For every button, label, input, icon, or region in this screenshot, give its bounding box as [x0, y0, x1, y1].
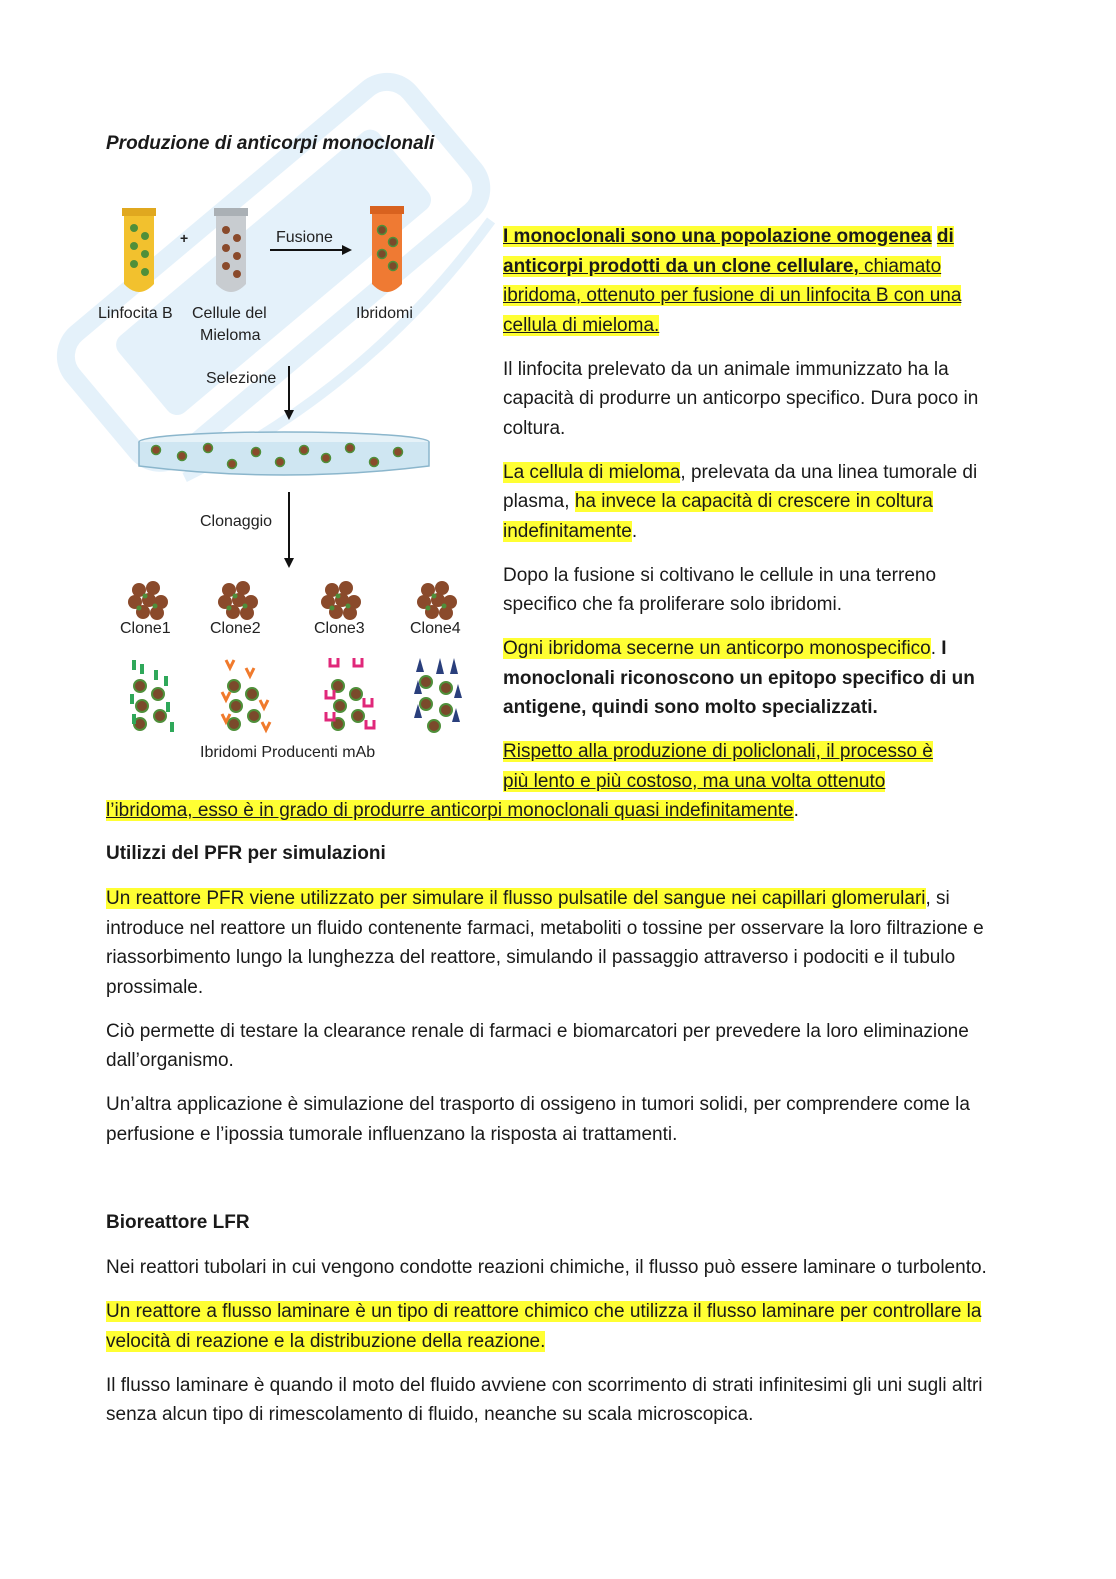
intro-p6-line2: più lento e più costoso, ma una volta ottenuto: [503, 770, 886, 792]
intro-paragraph-3: [503, 458, 1008, 547]
producer-group-3: [326, 658, 374, 730]
clone-cluster-2: [218, 581, 258, 620]
lfr-p2-hl: Un reattore a flusso laminare è un tipo di reattore chimico che utilizza il flusso laminare per controllare la velocità di reazione e la distribuzione della reazione.: [106, 1301, 982, 1352]
intro-p3-end: .: [631, 520, 638, 542]
clone4-label: Clone4: [410, 620, 461, 637]
mieloma-label-line2: Mieloma: [200, 327, 261, 344]
mieloma-label-line1: Cellule del: [192, 305, 267, 322]
petri-dish: [139, 432, 429, 475]
intro-p5-bold: I monoclonali riconoscono un epitopo specifico di un antigene, quindi sono molto specializzati.: [503, 638, 975, 718]
clone1-label: Clone1: [120, 620, 171, 637]
lfr-paragraph-1: Nei reattori tubolari in cui vengono condotte reazioni chimiche, il flusso può essere laminare o turbolento.: [106, 1257, 987, 1278]
clonaggio-label: Clonaggio: [200, 513, 273, 530]
clone2-label: Clone2: [210, 620, 261, 637]
pfr-section: [106, 884, 1011, 1164]
pfr-p1-rest: , si introduce nel reattore un fluido contenente farmaci, metaboliti o tossine per osservare la loro filtrazione e riassorbimento lungo la lunghezza del reattore, simulando il passaggio attraverso i podociti e il tubulo prossimale.: [106, 888, 984, 998]
intro-p6-end: .: [793, 800, 799, 821]
clone-cluster-4: [417, 581, 457, 620]
intro-p3-hl-2: ha invece la capacità di crescere in coltura indefinitamente: [503, 491, 933, 542]
intro-paragraph-4: Dopo la fusione si coltivano le cellule in una terreno specifico che fa proliferare solo ibridomi.: [503, 564, 937, 615]
clone3-label: Clone3: [314, 620, 365, 637]
intro-paragraph-5: [503, 634, 1008, 723]
pfr-paragraph-1: [106, 884, 1011, 1002]
intro-paragraph-6-start: [503, 737, 1008, 796]
intro-p3-plain: , prelevata da una linea tumorale di plasma,: [503, 461, 978, 512]
intro-p6-line3: l’ibridoma, esso è in grado di produrre anticorpi monoclonali quasi indefinitamente: [106, 800, 794, 821]
monoclonal-production-diagram: [98, 196, 476, 776]
ibridomi-label: Ibridomi: [356, 305, 413, 322]
intro-p1-rest: chiamato ibridoma, ottenuto per fusione di un linfocita B con una cellula di mieloma.: [503, 255, 962, 336]
lfr-paragraph-2: [106, 1297, 1011, 1356]
intro-p1-bold-line1: I monoclonali sono una popolazione omogenea: [503, 226, 932, 247]
intro-p5-dot: .: [930, 638, 937, 659]
intro-p5-hl: Ogni ibridoma secerne un anticorpo monospecifico: [503, 638, 931, 659]
intro-paragraph-6-continuation: [106, 796, 1011, 826]
pfr-heading: Utilizzi del PFR per simulazioni: [106, 843, 386, 864]
intro-text-column: [503, 222, 1008, 796]
intro-p3-hl-1: La cellula di mieloma: [503, 461, 681, 483]
clone-cluster-3: [321, 581, 361, 620]
lfr-paragraph-3: Il flusso laminare è quando il moto del fluido avviene con scorrimento di strati infinitesimi gli uni sugli altri senza alcun tipo di rimescolamento di fluido, neanche su scala microscopica.: [106, 1374, 983, 1425]
pfr-p1-hl: Un reattore PFR viene utilizzato per simulare il flusso pulsatile del sangue nei capillari glomerulari: [106, 888, 926, 909]
producer-group-4: [414, 658, 462, 732]
pfr-paragraph-3: Un’altra applicazione è simulazione del trasporto di ossigeno in tumori solidi, per comprendere come la perfusione e l’ipossia tumorale influenzano la risposta ai trattamenti.: [106, 1094, 970, 1145]
diagram-graphics: [104, 196, 476, 776]
intro-p6-line1: Rispetto alla produzione di policlonali, il processo è: [503, 741, 933, 762]
ibridomi-tube: [370, 206, 404, 292]
producer-group-2: [222, 660, 270, 730]
plus-sign: +: [180, 230, 189, 246]
fusione-label: Fusione: [276, 229, 333, 246]
linfocita-tube: [122, 208, 156, 292]
page-title: Produzione di anticorpi monoclonali: [106, 133, 435, 154]
linfocita-label: Linfocita B: [98, 305, 173, 322]
producenti-label: Ibridomi Producenti mAb: [200, 744, 376, 761]
lfr-heading: Bioreattore LFR: [106, 1212, 250, 1233]
intro-p1-bold-line2: di anticorpi prodotti da un clone cellulare,: [503, 226, 954, 277]
producer-group-1: [130, 660, 174, 732]
clone-cluster-1: [128, 581, 168, 620]
mieloma-tube: [214, 208, 248, 292]
intro-paragraph-1: [503, 222, 1008, 340]
pfr-paragraph-2: Ciò permette di testare la clearance renale di farmaci e biomarcatori per prevedere la loro eliminazione dall’organismo.: [106, 1020, 969, 1071]
intro-paragraph-2: Il linfocita prelevato da un animale immunizzato ha la capacità di produrre un anticorpo specifico. Dura poco in coltura.: [503, 358, 979, 439]
lfr-section: [106, 1253, 1011, 1444]
selezione-label: Selezione: [206, 370, 277, 387]
